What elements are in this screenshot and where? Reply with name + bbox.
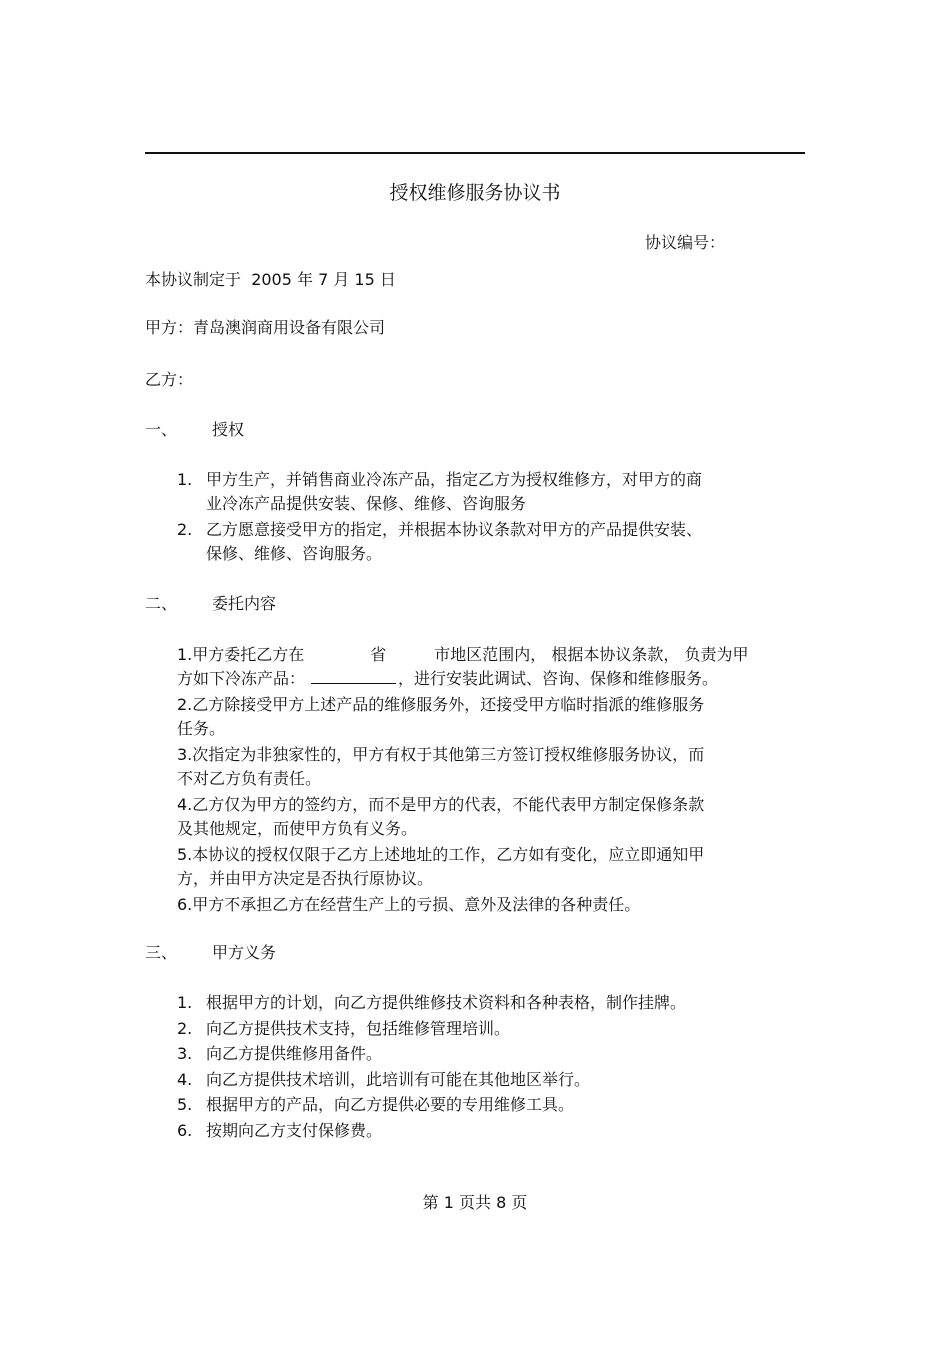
section-3-item-6-number: 6.: [177, 1121, 193, 1140]
section-1-item-2-line-1: 乙方愿意接受甲方的指定，并根据本协议条款对甲方的产品提供安装、: [206, 520, 703, 539]
document-title: 授权维修服务协议书: [389, 182, 561, 204]
header-rule: [145, 152, 805, 154]
agreement-date: [145, 270, 396, 290]
agreement-number-label: 协议编号：: [645, 233, 726, 252]
section-1-item-1-line-2: 业冷冻产品提供安装、保修、维修、咨询服务: [206, 494, 527, 513]
section-3-item-5-text: 根据甲方的产品，向乙方提供必要的专用维修工具。: [206, 1095, 575, 1114]
party-b: 乙方：: [145, 370, 194, 389]
section-2-para-1-line-1: [177, 645, 748, 665]
section-2-para-3-line-2: 不对乙方负有责任。: [177, 769, 322, 788]
section-2-para-4-line-2: 及其他规定，而使甲方负有义务。: [177, 819, 418, 838]
section-1-title: 授权: [212, 420, 245, 439]
date-value: 2005 年 7 月 15 日: [251, 270, 396, 289]
section-1-item-1-number: 1.: [177, 470, 193, 489]
section-3-item-5-number: 5.: [177, 1095, 193, 1114]
section-2-para-5-line-2: 方，并由甲方决定是否执行原协议。: [177, 869, 434, 888]
section-1-item-2-line-2: 保修、维修、咨询服务。: [206, 544, 383, 563]
date-prefix: 本协议制定于: [145, 270, 242, 289]
section-3-title: 甲方义务: [212, 943, 277, 962]
para-1-text-d: 方如下冷冻产品：: [177, 669, 306, 688]
section-2-number: 二、: [145, 594, 178, 613]
para-1-text-c: 市地区范围内， 根据本协议条款， 负责为甲: [434, 645, 749, 664]
section-3-item-3-number: 3.: [177, 1044, 193, 1063]
section-2-para-2-line-2: 任务。: [177, 719, 226, 738]
section-3-item-4-number: 4.: [177, 1070, 193, 1089]
section-3-item-6-text: 按期向乙方支付保修费。: [206, 1121, 383, 1140]
section-3-item-1-number: 1.: [177, 993, 193, 1012]
section-3-number: 三、: [145, 943, 178, 962]
section-3-item-4-text: 向乙方提供技术培训，此培训有可能在其他地区举行。: [206, 1070, 591, 1089]
section-3-item-1-text: 根据甲方的计划，向乙方提供维修技术资料和各种表格，制作挂牌。: [206, 993, 687, 1012]
section-2-para-5-line-1: 5.本协议的授权仅限于乙方上述地址的工作，乙方如有变化，应立即通知甲: [177, 845, 705, 864]
section-2-para-6: 6.甲方不承担乙方在经营生产上的亏损、意外及法律的各种责任。: [177, 895, 641, 914]
section-1-number: 一、: [145, 420, 178, 439]
section-3-item-2-number: 2.: [177, 1019, 193, 1038]
para-1-text-a: 1.甲方委托乙方在: [177, 645, 305, 664]
party-a: 甲方：青岛澳润商用设备有限公司: [145, 318, 386, 337]
section-2-para-2-line-1: 2.乙方除接受甲方上述产品的维修服务外，还接受甲方临时指派的维修服务: [177, 695, 705, 714]
para-1-text-e: ，进行安装此调试、咨询、保修和维修服务。: [398, 669, 719, 688]
section-1-item-2-number: 2.: [177, 520, 193, 539]
page-footer: 第 1 页共 8 页: [422, 1193, 528, 1212]
section-3-item-3-text: 向乙方提供维修用备件。: [206, 1044, 383, 1063]
section-1-item-1-line-1: 甲方生产，并销售商业冷冻产品，指定乙方为授权维修方，对甲方的商: [206, 470, 703, 489]
section-2-para-1-line-2: [177, 669, 718, 689]
section-2-para-3-line-1: 3.次指定为非独家性的，甲方有权于其他第三方签订授权维修服务协议，而: [177, 745, 705, 764]
section-2-para-4-line-1: 4.乙方仅为甲方的签约方，而不是甲方的代表，不能代表甲方制定保修条款: [177, 795, 705, 814]
section-2-title: 委托内容: [212, 594, 277, 613]
product-blank-line: [311, 669, 396, 684]
section-3-item-2-text: 向乙方提供技术支持，包括维修管理培训。: [206, 1019, 511, 1038]
para-1-text-b: 省: [370, 645, 387, 664]
